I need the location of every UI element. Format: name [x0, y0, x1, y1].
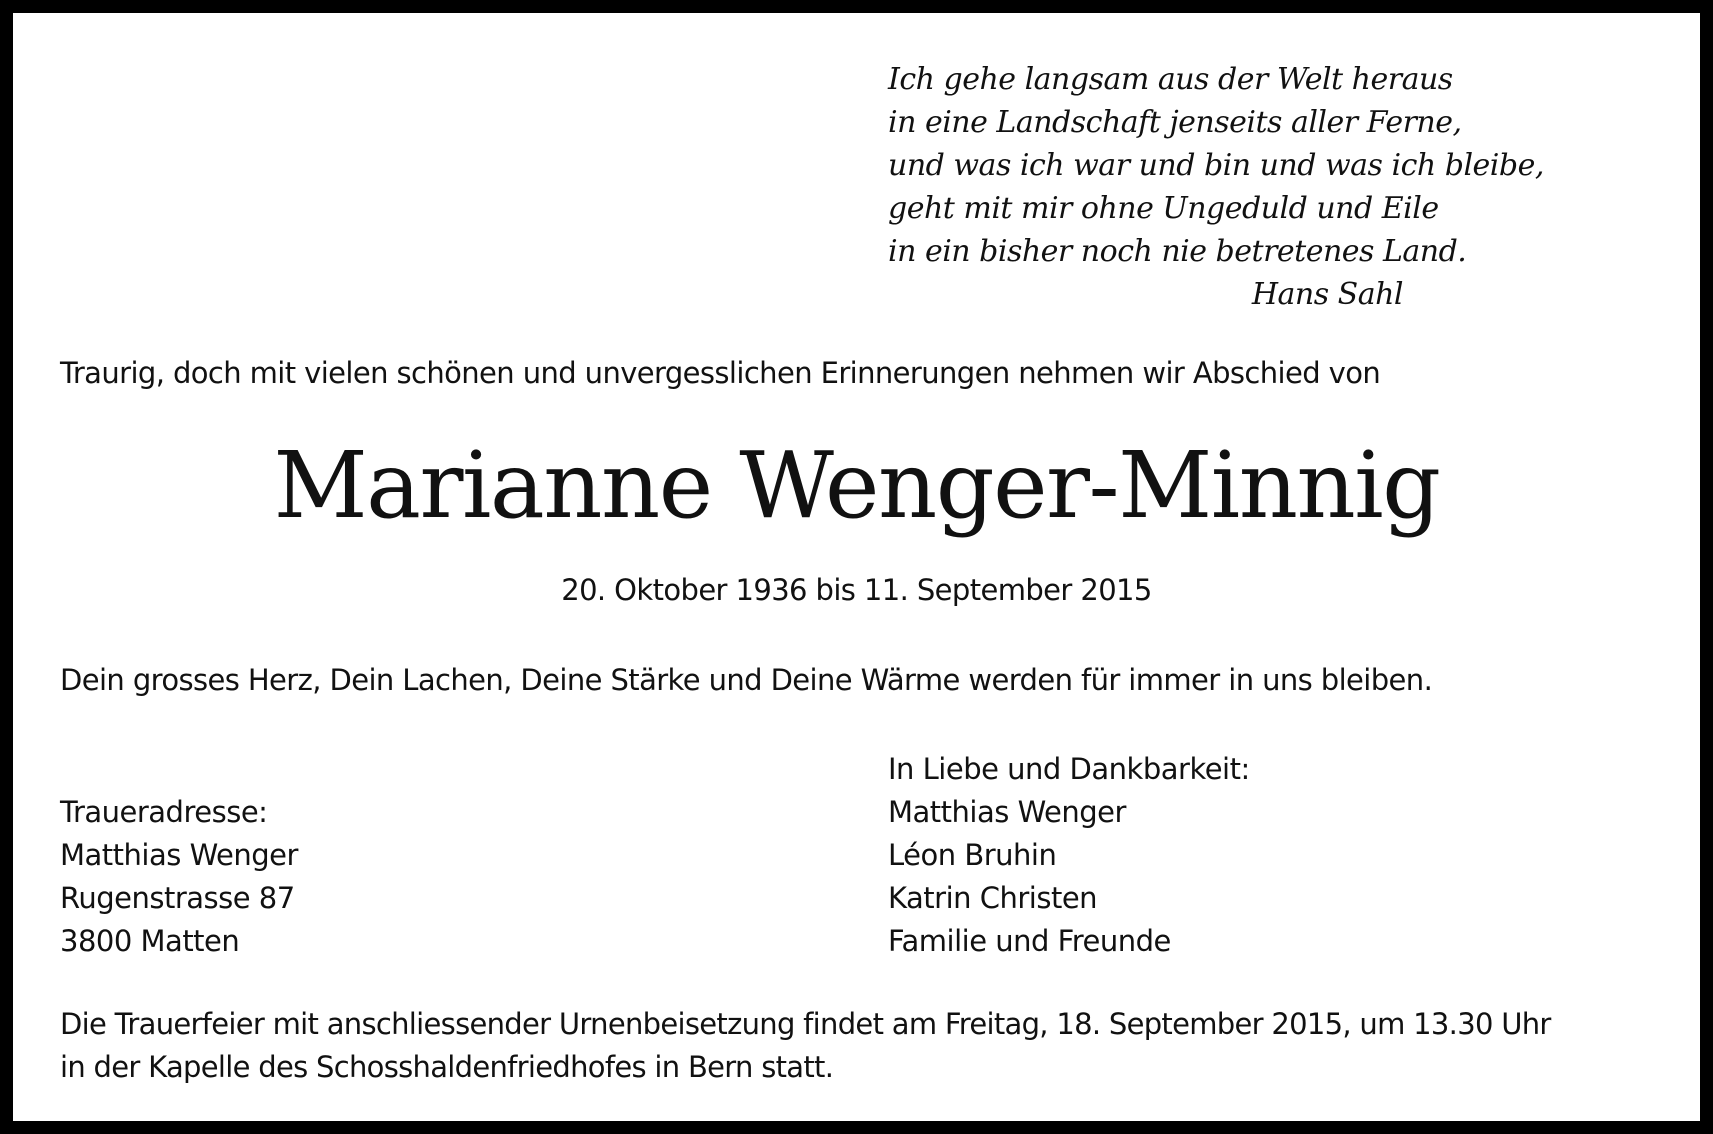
family-signatures [888, 748, 1250, 963]
family-member: Léon Bruhin [888, 838, 1057, 872]
poem-line: in eine Landschaft jenseits aller Ferne, [888, 105, 1462, 140]
address-name: Matthias Wenger [60, 838, 298, 872]
tribute-text: Dein grosses Herz, Dein Lachen, Deine Stärke und Deine Wärme werden für immer in uns bleiben. [60, 663, 1433, 697]
life-dates: 20. Oktober 1936 bis 11. September 2015 [561, 573, 1152, 607]
family-member: Familie und Freunde [888, 924, 1171, 958]
address-label: Traueradresse: [60, 795, 268, 829]
poem-line: geht mit mir ohne Ungeduld und Eile [888, 191, 1439, 226]
poem-line: und was ich war und bin und was ich bleibe, [888, 148, 1544, 183]
address-city: 3800 Matten [60, 924, 240, 958]
ceremony-line: Die Trauerfeier mit anschliessender Urnenbeisetzung findet am Freitag, 18. September 2015, um 13.30 Uhr [60, 1007, 1551, 1041]
ceremony-line: in der Kapelle des Schosshaldenfriedhofes in Bern statt. [60, 1050, 834, 1084]
family-heading: In Liebe und Dankbarkeit: [888, 752, 1250, 786]
ceremony-info [60, 1003, 1551, 1089]
poem-line: Ich gehe langsam aus der Welt heraus [888, 62, 1453, 97]
address-street: Rugenstrasse 87 [60, 881, 295, 915]
family-member: Matthias Wenger [888, 795, 1126, 829]
poem-author: Hans Sahl [1251, 277, 1403, 312]
deceased-name: Marianne Wenger-Minnig [273, 432, 1440, 539]
family-member: Katrin Christen [888, 881, 1098, 915]
poem-line: in ein bisher noch nie betretenes Land. [888, 234, 1467, 269]
intro-text: Traurig, doch mit vielen schönen und unvergesslichen Erinnerungen nehmen wir Abschied von [60, 356, 1381, 390]
poem-quote [888, 58, 1544, 316]
mourning-address [60, 791, 298, 963]
